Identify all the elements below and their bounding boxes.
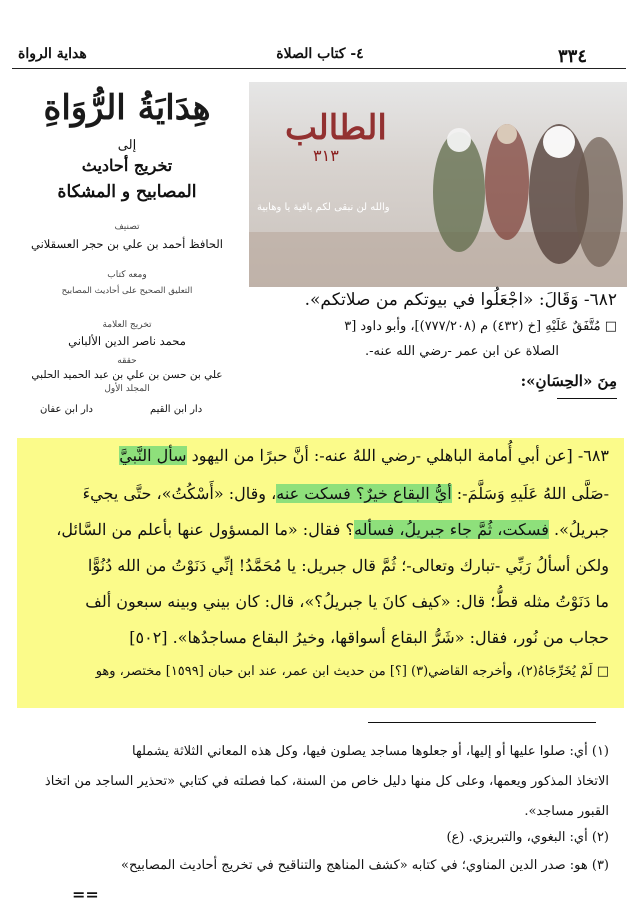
- footnote-1-line-3: القبور مساجد».: [524, 804, 609, 819]
- footnote-1-line-1: (١) أي: صلوا عليها أو إليها، أو جعلوها مساجد يصلون فيها، وكل هذه المعاني الثلاثة يشملها: [132, 744, 609, 759]
- hadith-683-source: □ لَمْ يُخَرِّجَاهُ(٢)، وأخرجه القاضي(٣) [؟] من حديث ابن عمر، عند ابن حبان [١٥٩٩] مختصر، وهو: [95, 664, 609, 679]
- cover-label-2: ومعه كتاب: [107, 270, 147, 280]
- publisher-2: دار ابن عفان: [40, 404, 94, 415]
- hadith-682-source-2: الصلاة عن ابن عمر -رضي الله عنه-.: [365, 344, 559, 359]
- hadith-683-text: ، وقال: «أَسْكُتُ»، حتَّى يجيءَ: [82, 484, 277, 503]
- hadith-683-line-4: ولكن أسألُ رَبِّي -تبارك وتعالى-؛ ثُمَّ قال جبريل: يا مُحَمَّدُ! إنِّي دَنَوْتُ من الله دُنُوًّا: [87, 556, 609, 575]
- cover-subtitle-2: تخريج أحاديث: [81, 156, 173, 175]
- footnote-1-line-2: الاتخاذ المذكور ويعمها، وعلى كل منها دليل خاص من السنة، كما فصلته في كتابي «تحذير الساجد من اتخاذ: [44, 774, 609, 789]
- book-cover: [20, 82, 234, 400]
- book-name: هداية الرواة: [18, 46, 87, 62]
- overlay-image: [249, 82, 627, 287]
- hadith-683-line-3: [56, 520, 609, 539]
- section-heading-underline: [557, 398, 617, 399]
- hadith-682: ٦٨٢- وَقَالَ: «اجْعَلُوا في بيوتكم من صلاتكم».: [304, 290, 617, 310]
- cover-author-2: محمد ناصر الدين الألباني: [68, 334, 186, 348]
- continuation-mark: ==: [72, 885, 99, 904]
- overlay-slogan: والله لن نبقى لكم باقية يا وهابية: [257, 202, 390, 213]
- hadith-683-text: -صَلَّى اللهُ عَلَيهِ وَسَلَّمَ-:: [451, 484, 609, 503]
- page-number: ٣٣٤: [557, 46, 587, 67]
- hadith-683-text: ٦٨٣- [عن أبي أُمامة الباهلي -رضي اللهُ عنه-: أنَّ حبرًا من اليهود: [186, 446, 609, 465]
- cover-author-1: الحافظ أحمد بن علي بن حجر العسقلاني: [31, 237, 223, 251]
- cover-subtitle-1: إلى: [117, 138, 137, 153]
- header-divider: [12, 68, 626, 69]
- footnote-3: (٣) هو: صدر الدين المناوي؛ في كتابه «كشف المناهج والتناقيح في تخريج أحاديث المصابيح»: [121, 858, 609, 873]
- cover-label-4: تخريج العلامة: [102, 320, 152, 330]
- cover-label-3: التعليق الصحيح على أحاديث المصابيح: [61, 286, 193, 296]
- hadith-683-line-5: ما دَنَوْتُ مثله قطُّ؛ قال: «كيف كانَ يا جبريلُ؟»، قال: كان بيني وبينه سبعون ألف: [85, 592, 609, 611]
- publisher-1: دار ابن القيم: [150, 404, 203, 415]
- chapter-title: ٤- كتاب الصلاة: [276, 46, 364, 62]
- hadith-683-text: جبريلُ».: [548, 520, 609, 539]
- green-highlight: سأل النَّبيَّ: [119, 446, 187, 465]
- hadith-683-line-1: [119, 446, 609, 465]
- hadith-683-line-2: [83, 484, 609, 503]
- overlay-number: ٣١٣: [313, 146, 339, 165]
- cover-label-1: تصنيف: [114, 222, 140, 232]
- section-heading: مِنَ «الحِسَانِ»:: [520, 372, 617, 390]
- overlay-logo: الطالب: [285, 108, 387, 148]
- hadith-682-source-1: □ مُتَّفَقٌ عَلَيْهِ [خ (٤٣٢) م (٧٧٧/٢٠٨)]، وأبو داود [٣: [344, 319, 617, 334]
- cover-title: هِدَايَةُ الرُّوَاةِ: [43, 88, 211, 128]
- cover-author-3: علي بن حسن بن علي بن عبد الحميد الحلبي: [31, 369, 223, 381]
- cover-volume: المجلد الأول: [104, 384, 150, 394]
- green-highlight: فسكت، ثُمَّ جاء جبريلُ، فسأله: [354, 520, 549, 539]
- green-highlight: أيُّ البقاع خيرٌ؟ فسكت عنه: [276, 484, 452, 503]
- hadith-683-text: ؟ فقال: «ما المسؤول عنها بأعلم من السَّائل،: [56, 520, 355, 539]
- cover-label-5: حققه: [117, 356, 137, 366]
- cover-subtitle-3: المصابيح و المشكاة: [57, 182, 197, 202]
- hadith-683-line-6: حجاب من نُور، فقال: «شَرُّ البقاع أسواقها، وخيرُ البقاع مساجدُها». [٥٠٢]: [129, 628, 609, 647]
- footnote-divider: [368, 722, 596, 723]
- footnote-2: (٢) أي: البغوي، والتبريزي. (ع): [446, 830, 609, 845]
